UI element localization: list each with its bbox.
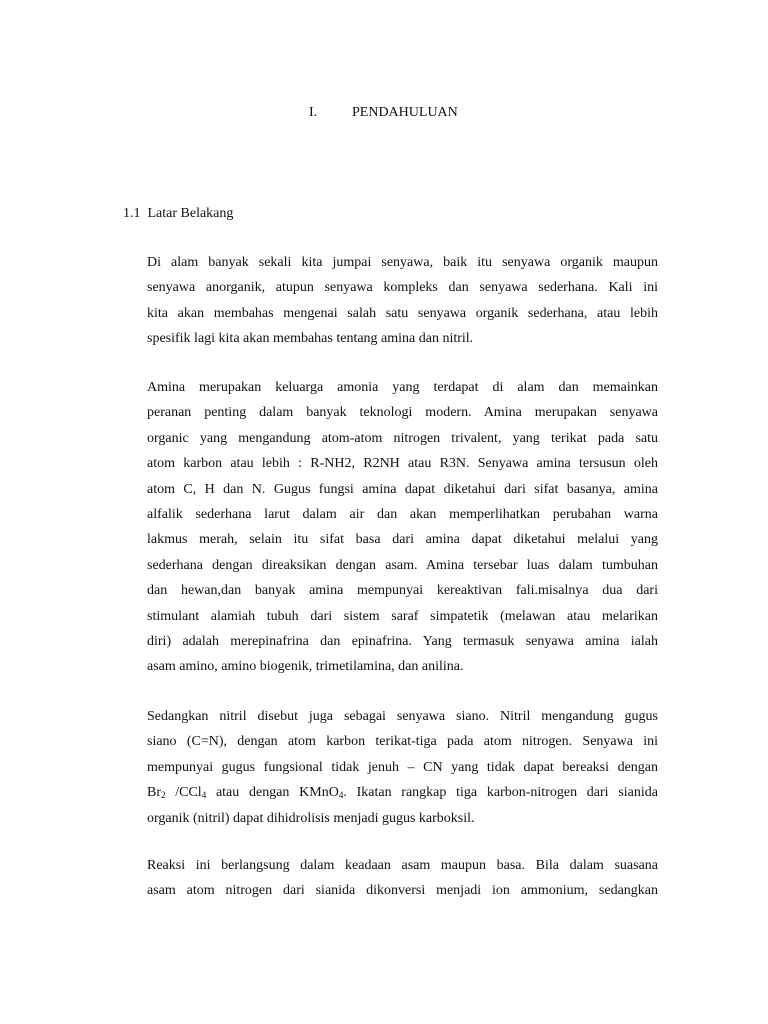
paragraph-3: [147, 704, 658, 831]
formula-text: atau dengan KMnO: [206, 785, 339, 801]
paragraph-line-formula: [147, 780, 658, 805]
paragraph-line: lakmus merah, selain itu sifat basa dari amina dapat diketahui melalui yang: [147, 532, 658, 548]
paragraph-line: spesifik lagi kita akan membahas tentang amina dan nitril.: [147, 331, 474, 347]
paragraph-1: [147, 250, 658, 352]
formula-text: Br: [147, 785, 161, 801]
paragraph-line: siano (C=N), dengan atom karbon terikat-tiga pada atom nitrogen. Senyawa ini: [147, 734, 658, 750]
paragraph-line: dan hewan,dan banyak amina mempunyai kereaktivan fali.misalnya dua dari: [147, 583, 658, 599]
paragraph-line: Sedangkan nitril disebut juga sebagai senyawa siano. Nitril mengandung gugus: [147, 709, 658, 724]
paragraph-line: asam amino, amino biogenik, trimetilamina, dan anilina.: [147, 659, 464, 675]
paragraph-line: alfalik sederhana larut dalam air dan akan memperlihatkan perubahan warna: [147, 507, 658, 523]
paragraph-line: organic yang mengandung atom-atom nitrogen trivalent, yang terikat pada satu: [147, 430, 658, 446]
section-heading: 1.1 Latar Belakang: [123, 206, 234, 221]
paragraph-line: asam atom nitrogen dari sianida dikonversi menjadi ion ammonium, sedangkan: [147, 883, 658, 899]
paragraph-line: mempunyai gugus fungsional tidak jenuh – CN yang tidak dapat bereaksi dengan: [147, 759, 658, 775]
paragraph-4: [147, 853, 658, 904]
paragraph-line: Di alam banyak sekali kita jumpai senyawa, baik itu senyawa organik maupun: [147, 255, 658, 270]
chapter-title-text: PENDAHULUAN: [352, 105, 458, 120]
subscript: 2: [161, 790, 166, 801]
paragraph-line: sederhana dengan direaksikan dengan asam. Amina tersebar luas dalam tumbuhan: [147, 557, 658, 573]
paragraph-2: [147, 375, 658, 680]
chapter-number: I.: [309, 105, 318, 120]
paragraph-line: diri) adalah merepinafrina dan epinafrina. Yang termasuk senyawa amina ialah: [147, 634, 658, 650]
paragraph-line: atom karbon atau lebih : R-NH2, R2NH atau R3N. Senyawa amina tersusun oleh: [147, 456, 658, 472]
paragraph-line: peranan penting dalam banyak teknologi modern. Amina merupakan senyawa: [147, 405, 658, 421]
subscript: 4: [201, 790, 207, 801]
paragraph-line: atom C, H dan N. Gugus fungsi amina dapat diketahui dari sifat basanya, amina: [147, 481, 658, 497]
paragraph-line: organik (nitril) dapat dihidrolisis menjadi gugus karboksil.: [147, 810, 475, 826]
paragraph-line: stimulant alamiah tubuh dari sistem saraf simpatetik (melawan atau melarikan: [147, 608, 658, 624]
paragraph-line: senyawa anorganik, atupun senyawa kompleks dan senyawa sederhana. Kali ini: [147, 280, 658, 296]
formula-text: /CCl: [165, 785, 202, 801]
subscript: 4: [338, 790, 344, 801]
paragraph-line: Reaksi ini berlangsung dalam keadaan asam maupun basa. Bila dalam suasana: [147, 858, 658, 873]
paragraph-line: kita akan membahas mengenai salah satu senyawa organik sederhana, atau lebih: [147, 305, 658, 321]
formula-text: . Ikatan rangkap tiga karbon-nitrogen dari sianida: [343, 785, 658, 801]
paragraph-line: Amina merupakan keluarga amonia yang terdapat di alam dan memainkan: [147, 380, 658, 395]
